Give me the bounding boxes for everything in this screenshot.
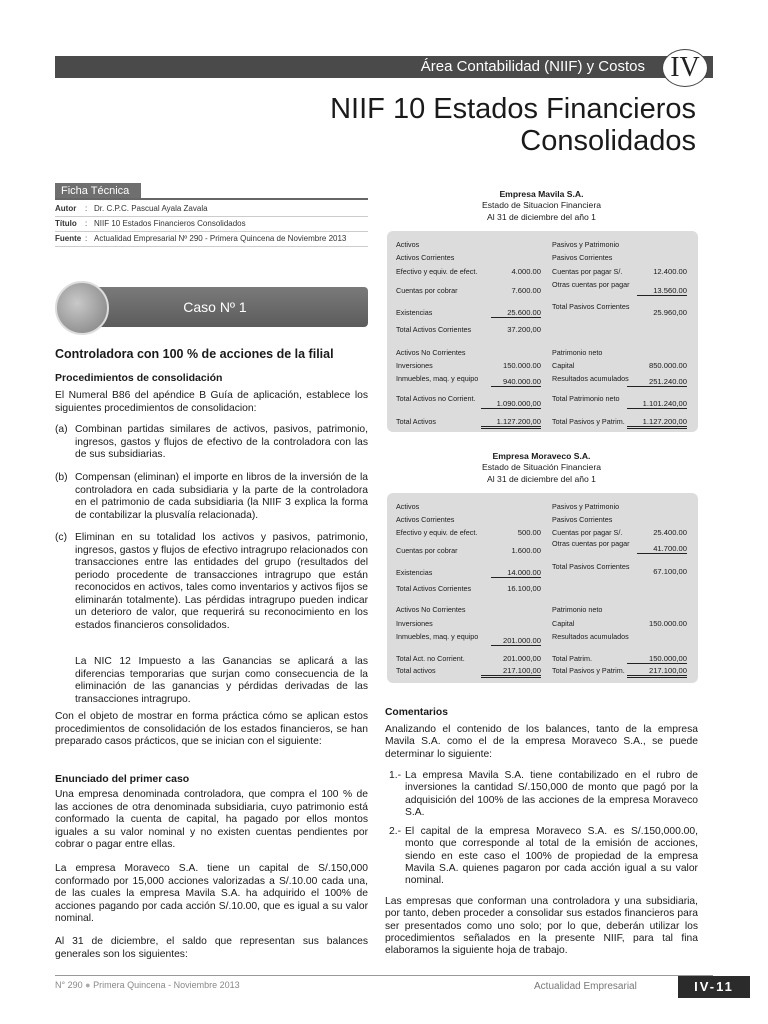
subheading-comentarios: Comentarios: [385, 707, 448, 718]
footer-issue: N° 290 ● Primera Quincena - Noviembre 2013: [55, 980, 240, 990]
page-number: IV-11: [678, 976, 750, 998]
subheading-enunciado: Enunciado del primer caso: [55, 773, 190, 785]
ficha-tecnica-label: Ficha Técnica: [55, 183, 141, 199]
caso-label: Caso Nº 1: [183, 299, 247, 315]
ficha-value: Actualidad Empresarial Nº 290 - Primera Quincena de Noviembre 2013: [94, 234, 347, 243]
list-label: 1.-: [389, 770, 402, 781]
ficha-row-titulo: Título : NIIF 10 Estados Financieros Consolidados: [55, 217, 368, 232]
paragraph: Analizando el contenido de los balances, tanto de la empresa Mavila S.A. como el de la empresa Moraveco S.A., se puede determinar lo siguiente:: [385, 724, 698, 760]
ficha-value: NIIF 10 Estados Financieros Consolidados: [94, 219, 246, 228]
subheading-procedimientos: Procedimientos de consolidación: [55, 372, 223, 384]
list-item: [385, 770, 698, 819]
moraveco-caption: Empresa Moraveco S.A. Estado de Situación Financiera Al 31 de diciembre del año 1: [482, 451, 601, 484]
list-item: [55, 472, 368, 522]
ficha-key: Autor: [55, 204, 77, 213]
ficha-key: Título: [55, 219, 77, 228]
list-label: (a): [55, 424, 68, 435]
title-line-2: Consolidados: [520, 125, 696, 157]
section-number-badge: IV: [662, 49, 708, 87]
list-item: [55, 532, 368, 632]
list-text: Eliminan en su totalidad los activos y pasivos, patrimonio, ingresos, gastos y flujos de efectivo intragrupo relacionados con transacciones entre las entidades del grupo (resultados del periodo procedente de transacciones intragrupo que están reconocidos en activos, tales como inventarios y activos fijos se eliminarán totalmente). Las pérdidas intragrupo pueden indicar un deterioro de valor, que requerirá su reconocimiento en los estados financieros consolidados.: [75, 532, 368, 631]
list-text: Combinan partidas similares de activos, pasivos, patrimonio, ingresos, gastos y flujos de efectivo de la controladora con las de sus subsidiarias.: [75, 424, 368, 460]
nic12-paragraph: La NIC 12 Impuesto a las Ganancias se aplicará a las diferencias temporarias que surjan como consecuencia de la eliminación de las ganancias y pérdidas derivadas de las transacciones intragrupo.: [75, 656, 368, 705]
title-line-1: NIIF 10 Estados Financieros: [330, 93, 696, 125]
bullet-icon: ●: [85, 980, 91, 990]
list-item: [385, 826, 698, 887]
paragraph: Las empresas que conforman una controladora y una subsidiaria, por tanto, deben proceder a consolidar sus estados financieros para ser presentados como uno solo; por lo que, deberán utilizar los procedimientos señalados en la presente NIIF, para tal fina elaboramos la siguiente hoja de trabajo.: [385, 896, 698, 957]
case-heading: Controladora con 100 % de acciones de la filial: [55, 347, 334, 361]
paragraph: Al 31 de diciembre, el saldo que representan sus balances generales son los siguientes:: [55, 936, 368, 960]
page-title: [300, 93, 696, 157]
list-label: (c): [55, 532, 68, 543]
ficha-value: Dr. C.P.C. Pascual Ayala Zavala: [94, 204, 208, 213]
section-title: Área Contabilidad (NIIF) y Costos: [420, 58, 645, 75]
paragraph: Una empresa denominada controladora, que compra el 100 % de las acciones de otra denominada subsidiaria, cuyo patrimonio está conformado la cuenta de capital, ha pagado por ellos montos iguales a su valor nominal y no existen cuentas pendientes por cobrar o pagar entre ellas.: [55, 789, 368, 850]
ficha-key: Fuente: [55, 234, 82, 243]
footer-brand: Actualidad Empresarial: [534, 981, 637, 992]
paragraph: La empresa Moraveco S.A. tiene un capital de S/.150,000 conformado por 15,000 acciones valorizadas a S/.10.00 cada una, de las cuales la empresa Mavila S.A. ha adquirido el 100% de acciones pagando por cada acción S/.10.00, que es igual a su valor nominal.: [55, 863, 368, 924]
ficha-row-autor: Autor : Dr. C.P.C. Pascual Ayala Zavala: [55, 202, 368, 217]
footer-divider: [55, 975, 713, 976]
list-item: [55, 424, 368, 462]
ficha-divider: [55, 198, 368, 200]
list-text: Compensan (eliminan) el importe en libros de la inversión de la controladora en cada subsidiaria y la parte de la controladora en el patrimonio de cada subsidiaria (la NIIF 3 explica la forma de contabilizar la plusvalía relacionada).: [75, 472, 368, 521]
moraveco-balance-table: Activos Pasivos y Patrimonio Activos Corrientes Pasivos Corrientes Efectivo y equiv. de efect. 500.00 Cuentas por pagar S/. 25.400.00 Cuentas por cobrar 1.600.00 Otras cuentas por pagar 41.700.00 Existencias 14.000.00 Total Pasivos Corrientes 67.100,00 Total Activos Corrientes 16.100,00 Activos No Corrientes Patrimonio neto Inversiones Capital 150.000.00 Inmuebles, maq. y equipo 201.000.00 Resultados acumulados Total Act. no Corrient. 201.000,00 Total Patrim. 150.000,00 Total activos 217.100,00 Total Pasivos y Patrim. 217.100,00: [387, 493, 698, 683]
list-text: La empresa Mavila S.A. tiene contabilizado en el rubro de inversiones la cantidad S/.150,000 de monto que pagó por la adquisición del 100% de las acciones de la empresa Moraveco S.A.: [405, 770, 698, 818]
list-label: 2.-: [389, 826, 402, 837]
paragraph: El Numeral B86 del apéndice B Guía de aplicación, establece los siguientes procedimientos de consolidacion:: [55, 390, 368, 414]
mavila-balance-table: Activos Pasivos y Patrimonio Activos Corrientes Pasivos Corrientes Efectivo y equiv. de efect. 4.000.00 Cuentas por pagar S/. 12.400.00 Cuentas por cobrar 7.600.00 Otras cuentas por pagar 13.560.00 Existencias 25.600.00 Total Pasivos Corrientes 25.960,00 Total Activos Corrientes 37.200,00 Activos No Corrientes Patrimonio neto Inversiones 150.000.00 Capital 850.000.00 Inmuebles, maq. y equipo 940.000.00 Resultados acumulados 251.240.00 Total Activos no Corrient. 1.090.000,00 Total Patrimonio neto 1.101.240,00 Total Activos 1.127.200,00 Total Pasivos y Patrim. 1.127.200,00: [387, 231, 698, 432]
mavila-caption: Empresa Mavila S.A. Estado de Situacion Financiera Al 31 de diciembre del año 1: [482, 189, 601, 222]
ficha-row-fuente: Fuente : Actualidad Empresarial Nº 290 - Primera Quincena de Noviembre 2013: [55, 232, 368, 247]
list-text: El capital de la empresa Moraveco S.A. es S/.150,000.00, monto que corresponde al total de la emisión de acciones, siendo en este caso el 100% de propiedad de la empresa Mavila S.A. quienes pagaron por cada acción igual a su valor nominal.: [405, 826, 698, 887]
paragraph: Con el objeto de mostrar en forma práctica cómo se aplican estos procedimientos de consolidación de los estados financieros, se han preparado casos prácticos, que se inician con el siguiente:: [55, 711, 368, 747]
list-label: (b): [55, 472, 68, 483]
